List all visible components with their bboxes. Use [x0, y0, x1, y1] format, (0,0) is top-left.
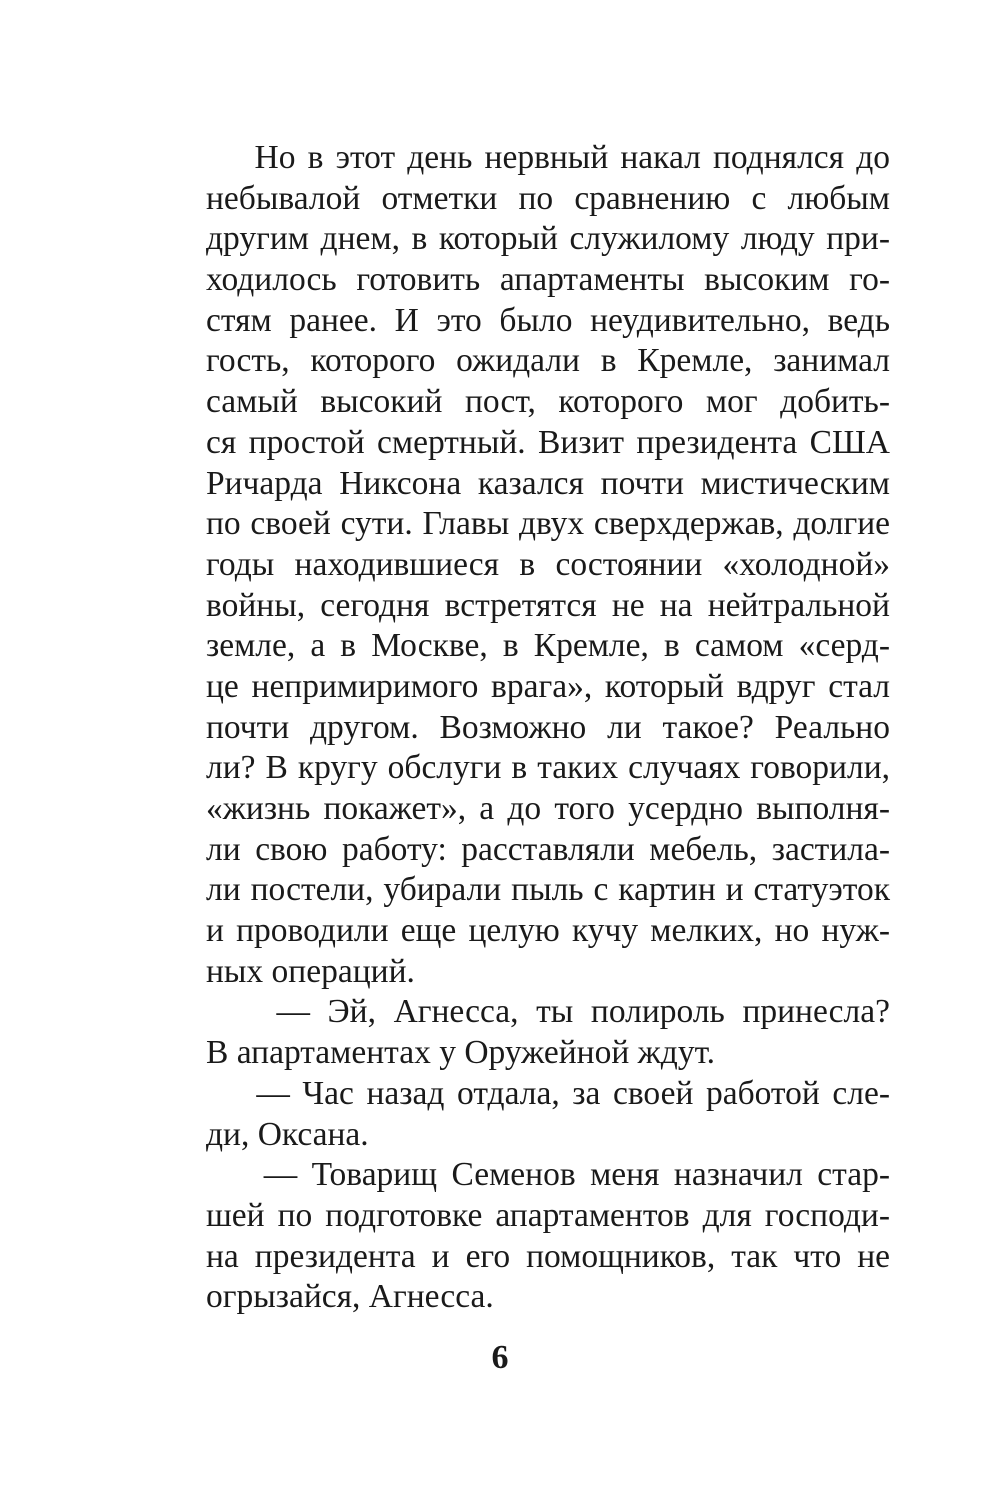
dialogue-line: В апартаментах у Оружейной ждут. — [206, 1034, 716, 1072]
text-line: и проводили еще целую кучу мелких, но нуж- — [206, 912, 890, 950]
text-line: годы находившиеся в состоянии «холодной» — [206, 545, 890, 583]
body-text — [206, 138, 890, 1318]
dialogue-line: — Час назад отдала, за своей работой сле- — [206, 1074, 890, 1112]
text-line: земле, а в Москве, в Кремле, в самом «серд- — [206, 627, 890, 665]
text-line: стям ранее. И это было неудивительно, ведь — [206, 301, 890, 339]
text-line: Но в этот день нервный накал поднялся до — [206, 139, 890, 176]
text-line: другим днем, в который служилому люду при- — [206, 220, 890, 258]
text-line: по своей сути. Главы двух сверхдержав, долгие — [206, 505, 890, 543]
text-line: войны, сегодня встретятся не на нейтральной — [206, 586, 890, 624]
text-line: небывалой отметки по сравнению с любым — [206, 179, 890, 217]
text-line: ли? В кругу обслуги в таких случаях говорили, — [206, 749, 890, 787]
text-line: Ричарда Никсона казался почти мистическим — [206, 464, 890, 502]
text-line: ся простой смертный. Визит президента США — [206, 423, 890, 461]
dialogue-line: на президента и его помощников, так что не — [206, 1237, 890, 1275]
text-line: це непримиримого врага», который вдруг стал — [206, 667, 890, 705]
dialogue-line: шей по подготовке апартаментов для господи- — [206, 1196, 890, 1234]
page-number: 6 — [491, 1339, 509, 1376]
dialogue-line: огрызайся, Агнесса. — [206, 1278, 494, 1316]
text-line: самый высокий пост, которого мог добить- — [206, 383, 890, 421]
text-line: гость, которого ожидали в Кремле, занимал — [206, 342, 890, 380]
dialogue-line: — Товарищ Семенов меня назначил стар- — [206, 1156, 890, 1194]
text-line: ли свою работу: расставляли мебель, застила- — [206, 830, 890, 868]
text-line: ных операций. — [206, 952, 415, 990]
text-line: почти другом. Возможно ли такое? Реально — [206, 708, 890, 746]
text-line: ходилось готовить апартаменты высоким го- — [206, 261, 890, 299]
text-line: ли постели, убирали пыль с картин и статуэток — [206, 871, 890, 909]
dialogue-line: ди, Оксана. — [206, 1115, 369, 1153]
dialogue-line: — Эй, Агнесса, ты полироль принесла? — [206, 993, 890, 1031]
text-line: «жизнь покажет», а до того усердно выполня- — [206, 790, 890, 827]
